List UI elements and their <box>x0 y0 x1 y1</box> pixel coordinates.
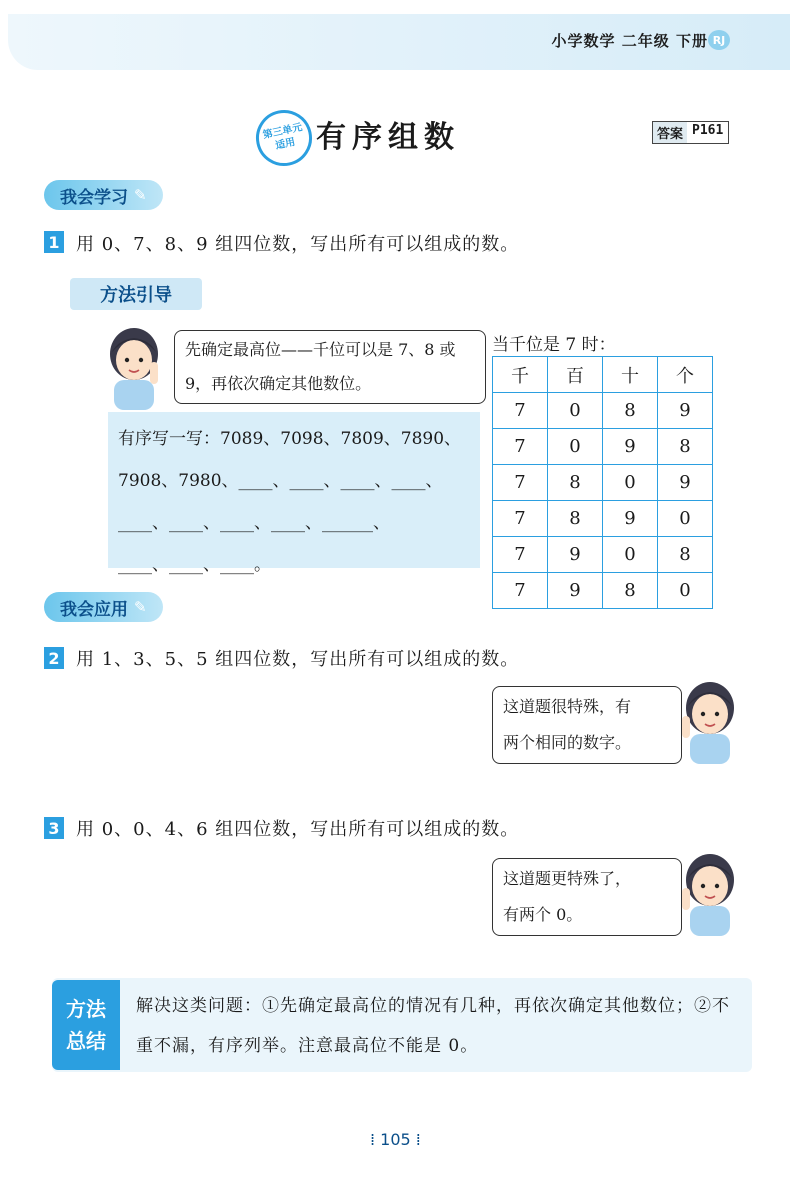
table-cell: 9 <box>548 537 603 573</box>
table-cell: 9 <box>603 501 658 537</box>
page-number-value: 105 <box>380 1130 411 1149</box>
table-row <box>493 465 713 501</box>
summary-label-line2: 总结 <box>66 1029 106 1053</box>
section-learn-label: 我会学习 <box>60 187 128 208</box>
table-cell: 0 <box>548 393 603 429</box>
question-number-3: 3 <box>44 817 64 839</box>
unit-badge <box>251 105 317 171</box>
header-ones: 个 <box>658 357 713 393</box>
table-cell: 7 <box>493 537 548 573</box>
table-row <box>493 429 713 465</box>
question-number-1: 1 <box>44 231 64 253</box>
table-cell: 0 <box>658 573 713 609</box>
header-hundreds: 百 <box>548 357 603 393</box>
book-grade-label: 小学数学 二年级 下册 <box>551 32 708 50</box>
ordered-line-2: 7908、7980、____、____、____、____、 <box>118 471 443 491</box>
question-3-text: 用 0、0、4、6 组四位数，写出所有可以组成的数。 <box>76 819 520 840</box>
table-caption: 当千位是 7 时： <box>492 335 616 355</box>
summary-text: 解决这类问题：①先确定最高位的情况有几种，再依次确定其他数位；②不重不漏，有序列举。注意最高位不能是 0。 <box>136 996 730 1056</box>
method-guide-label: 方法引导 <box>70 278 202 310</box>
table-row <box>493 393 713 429</box>
table-cell: 0 <box>603 537 658 573</box>
table-cell: 8 <box>603 573 658 609</box>
hint-q3-line2: 有两个 0。 <box>503 905 583 924</box>
header-thousands: 千 <box>493 357 548 393</box>
table-row <box>493 537 713 573</box>
answer-reference <box>652 121 729 144</box>
edition-badge: RJ <box>708 30 730 50</box>
pencil-icon: ✎ <box>134 186 147 204</box>
boy-avatar <box>676 848 742 938</box>
hint-bubble-q3 <box>492 858 682 936</box>
hint-q3-line1: 这道题更特殊了， <box>503 869 632 888</box>
table-cell: 8 <box>548 465 603 501</box>
question-1-text: 用 0、7、8、9 组四位数，写出所有可以组成的数。 <box>76 234 520 255</box>
table-cell: 7 <box>493 501 548 537</box>
summary-label-line1: 方法 <box>66 997 106 1021</box>
hint-bubble-q1: 先确定最高位——千位可以是 7、8 或 9，再依次确定其他数位。 <box>174 330 486 404</box>
section-learn <box>44 180 163 210</box>
ordered-writing-text <box>118 418 478 586</box>
boy-avatar <box>100 322 168 410</box>
summary-label <box>52 980 120 1070</box>
table-cell: 0 <box>603 465 658 501</box>
header-tens: 十 <box>603 357 658 393</box>
ordered-line-4: ____、____、____。 <box>118 555 271 575</box>
question-2-text: 用 1、3、5、5 组四位数，写出所有可以组成的数。 <box>76 649 520 670</box>
table-header-row <box>493 357 713 393</box>
page-number <box>370 1130 421 1149</box>
unit-badge-line2: 适用 <box>274 136 297 152</box>
ordered-line-1: 有序写一写：7089、7098、7809、7890、 <box>118 429 462 449</box>
table-cell: 8 <box>548 501 603 537</box>
table-cell: 0 <box>658 501 713 537</box>
section-apply <box>44 592 163 622</box>
page-title: 有序组数 <box>316 120 460 155</box>
page-ornament-left-icon: ⁞ <box>370 1130 381 1149</box>
hint-bubble-q2 <box>492 686 682 764</box>
digit-table <box>492 356 713 609</box>
hint-q2-line2: 两个相同的数字。 <box>503 733 632 752</box>
table-cell: 8 <box>603 393 658 429</box>
pencil-icon: ✎ <box>134 598 147 616</box>
table-cell: 8 <box>658 429 713 465</box>
table-cell: 7 <box>493 393 548 429</box>
page-ornament-right-icon: ⁞ <box>410 1130 421 1149</box>
table-cell: 9 <box>603 429 658 465</box>
table-cell: 9 <box>658 393 713 429</box>
table-cell: 9 <box>658 465 713 501</box>
unit-badge-line1: 第三单元 <box>261 122 304 142</box>
table-row <box>493 573 713 609</box>
table-cell: 7 <box>493 465 548 501</box>
question-number-2: 2 <box>44 647 64 669</box>
table-cell: 7 <box>493 429 548 465</box>
answer-label: 答案 <box>653 122 687 143</box>
table-cell: 9 <box>548 573 603 609</box>
table-cell: 8 <box>658 537 713 573</box>
table-cell: 7 <box>493 573 548 609</box>
ordered-line-3: ____、____、____、____、______、 <box>118 513 390 533</box>
answer-page: P161 <box>687 122 728 143</box>
table-cell: 0 <box>548 429 603 465</box>
hint-q2-line1: 这道题很特殊，有 <box>503 697 632 716</box>
boy-avatar <box>676 676 742 766</box>
section-apply-label: 我会应用 <box>60 599 128 620</box>
table-row <box>493 501 713 537</box>
